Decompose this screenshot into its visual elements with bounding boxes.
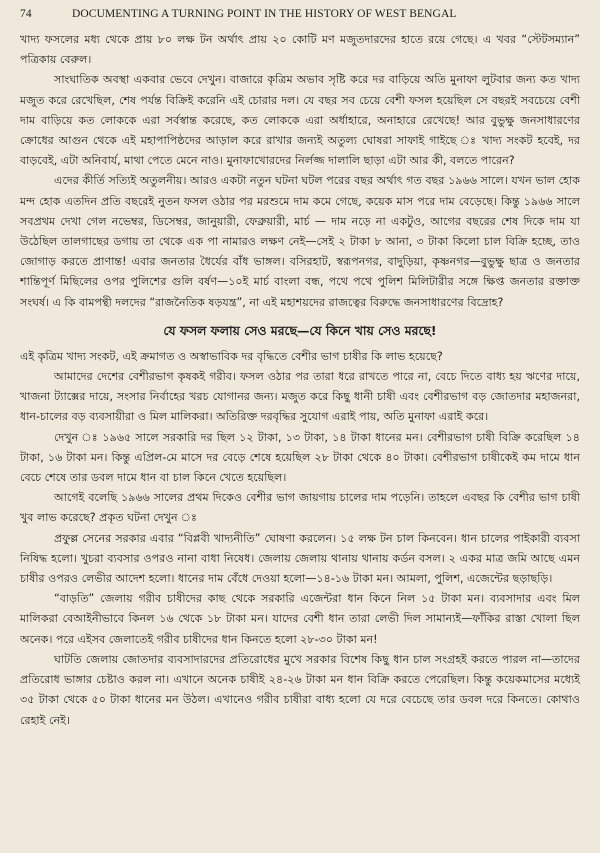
paragraph: দেখুন ঃ ১৯৬৫ সালে সরকারি দর ছিল ১২ টাকা, ১৩ টাকা, ১৪ টাকা ধানের মন। বেশীরভাগ চাষী বিক্রি করেছিল ১৪ টাকা, ১৬ টাকা মন। কিন্তু এপ্রিল-মে মাসে দর বেড়ে শেষে হয়েছিল ২৮ টাকা থেকে ৪০ টাকা। বেশীরভাগ চাষীকেই কম দামে ধান বেচে শেষে তার ডবল দামে ধান বা চাল কিনে খেতে হয়েছিল। xyxy=(20,430,580,485)
paragraph: এদের কীর্তি সত্যিই অতুলনীয়। আরও একটা নতুন ঘটনা ঘটল পরের বছর অর্থাৎ গত বছর ১৯৬৬ সালে। যখন ভাল হোক মন্দ হোক এতদিন প্রতি বছরেই নুতন ফসল ওঠার পর মরশুমে দাম কমে গেছে, কয়েক মাস পরে দাম বেড়েছে। কিন্তু ১৯৬৬ সালে সবপ্রথম দেখা গেল নভেম্বর, ডিসেম্বর, জানুয়ারী, ফেব্রুয়ারী, মার্চ — দাম নড়ে না একটুও, আগের বছরের শেষ দিকে দাম যা উঠেছিল তালগাছের ডগায় তা থেকে এক পা নামারও লক্ষণ নেই—সেই ২ টাকা ৮ আনা, ৩ টাকা কিলো চাল বিক্রি হচ্ছে, তাও জোগাড় করতে প্রাণান্ত! এবার জনতার ধৈর্যের বাঁধ ভাঙ্গল। বসিরহাট, স্বরূপনগর, বাদুড়িয়া, কৃষ্ণনগর—বুভুক্ষু ছাত্র ও জনতার শান্তিপূর্ণ মিছিলের ওপর পুলিশের গুলি বর্ষণ—১০ই মার্চ বাংলা বন্ধ, পথে পথে পুলিশ মিলিটারীর সঙ্গে ক্ষিপ্ত জনতার রক্তাক্ত সংঘর্ষ। এ কি বামপন্থী দলদের “রাজনৈতিক ষড়যন্ত্র”, না এই মহাশয়দের রাজত্বের বিরুদ্ধে জনসাধারণের বিদ্রোহ? xyxy=(20,174,580,309)
paragraph: ঘাটতি জেলায় জোতদার ব্যবসাদারদের প্রতিরোধের মুখে সরকার বিশেষ কিছু ধান চাল সংগ্রহই করতে পারল না—তাদের প্রতিরোধ ভাঙ্গার চেষ্টাও করল না। এখানে অনেক চাষীই ২৪-২৬ টাকা মন ধান বিক্রি করতে পেরেছিল। কিন্তু কয়েকমাসের মধ্যেই ৩৫ টাকা থেকে ৫০ টাকা ধানের মন উঠল। এখানেও গরীব চাষীরা বাধ্য হলো যে দরে বেচেছে তার ডবল দরে কিনতে। কোথাও রেহাই নেই। xyxy=(20,652,580,727)
paragraph: আমাদের দেশের বেশীরভাগ কৃষকই গরীব। ফসল ওঠার পর তারা ধরে রাখতে পারে না, বেচে দিতে বাধ্য হয় ঋণের দায়ে, খাজনা ট্যাক্সের দায়ে, সংসার নির্বাহের খরচ যোগানর জন্য। মজুত করে কিছু ধানী চাষী এবং বেশীরভাগ বড় জোতদার মহাজনরা, ধান-চালের বড় ব্যবসায়ীরা ও মিল মালিকরা। অতিরিক্ত দরবৃদ্ধির সুযোগ এরাই পায়, অতি মুনাফা এরাই করে। xyxy=(20,370,580,424)
paragraph: আগেই বলেছি ১৯৬৬ সালের প্রথম দিকেও বেশীর ভাগ জায়গায় চালের দাম পড়েনি। তাহলে এবছর কি বেশীর ভাগ চাষী খুব লাভ করেছে? প্রকৃত ঘটনা দেখুন ঃ xyxy=(20,491,580,525)
paragraph: “বাড়তি” জেলায় গরীব চাষীদের কাছ থেকে সরকারি এজেন্টরা ধান কিনে নিল ১৫ টাকা মন। ব্যবসাদার এবং মিল মালিকরা বেআইনীভাবে কিনল ১৬ থেকে ১৮ টাকা মন। যাদের বেশী ধান তারা লেভী দিল সামান্যই—ফাঁকির রাস্তা খোলা ছিল অনেক। পরে এইসব জেলাতেই গরীব চাষীদের ধান কিনতে হলো ২৮-৩০ টাকা মন! xyxy=(20,592,580,646)
paragraph: সাংঘাতিক অবস্থা একবার ভেবে দেখুন। বাজারে কৃত্রিম অভাব সৃষ্টি করে দর বাড়িয়ে অতি মুনাফা লুটবার জন্য কত খাদ্য মজুত করে রেখেছিল, শেষ পর্যন্ত বিক্রিই করেনি এই চোরার দল। যে বছর সব চেয়ে বেশী ফসল হয়েছিল সে বছরই সবচেয়ে বেশী দাম বাড়িয়ে কত লোককে এরা সর্বস্বান্ত করেছে, কত লোককে এরা অর্ধাহারে, অনাহারে রেখেছে! আর বুভুক্ষু জনসাধারণের ক্রোধের আগুন থেকে এই মহাপাপিষ্ঠদের আড়াল করে রাখার জন্যই অতুল্য ঘোষরা সাফাই গাইছে ঃ খাদ্য সংকট হবেই, দর বাড়বেই, এটা অনিবার্য, মাথা পেতে মেনে নাও। মুনাফাখোরদের নির্লজ্জ দালালি ছাড়া এটা আর কী, বলতে পারেন? xyxy=(20,73,580,168)
page-number: 74 xyxy=(20,8,32,20)
running-header-title: DOCUMENTING A TURNING POINT IN THE HISTORY OF WEST BENGAL xyxy=(72,8,457,20)
section-heading: যে ফসল ফলায় সেও মরছে—যে কিনে খায় সেও মরছে! xyxy=(163,322,437,338)
paragraph: খাদ্য ফসলের মধ্য থেকে প্রায় ৮০ লক্ষ টন অর্থাৎ প্রায় ২০ কোটি মণ মজুতদারদের হাতে রয়ে গেছে। এ খবর “স্টেটসম্যান” পত্রিকায় বেরুল। xyxy=(20,33,580,67)
paragraph: প্রফুল্ল সেনের সরকার এবার “বিপ্লবী খাদ্যনীতি” ঘোষণা করলেন। ১৫ লক্ষ টন চাল কিনবেন। ধান চালের পাইকারী ব্যবসা নিষিদ্ধ হলো। খুচরা ব্যবসার ওপরও নানা বাধা নিষেধ। জেলায় জেলায় থানায় থানায় কর্ডন বসল। ২ একর মাত্র জমি আছে এমন চাষীর ওপরও লেভীর আদেশ হলো। ধানের দাম বেঁধে দেওয়া হলো—১৪-১৬ টাকা মন। আমলা, পুলিশ, এজেন্টের ছড়াছড়ি। xyxy=(20,531,580,586)
paragraph: এই কৃত্রিম খাদ্য সংকট, এই ক্রমাগত ও অস্বাভাবিক দর বৃদ্ধিতে বেশীর ভাগ চাষীর কি লাভ হয়েছে? xyxy=(20,349,443,363)
body-text xyxy=(20,30,580,731)
running-header xyxy=(20,8,580,28)
